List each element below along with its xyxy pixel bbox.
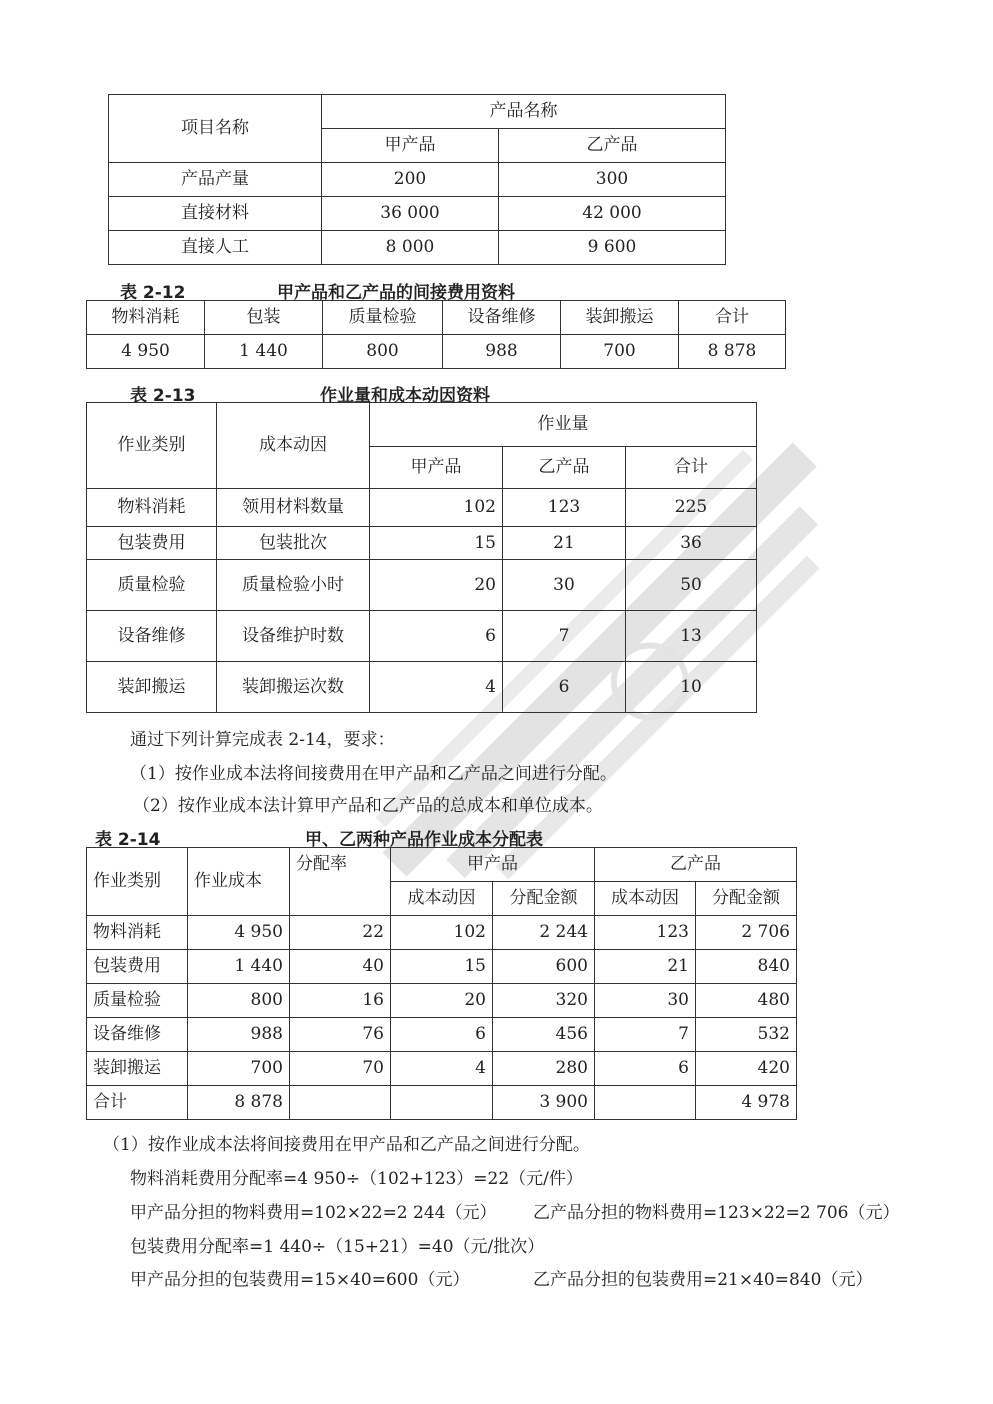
total-cost: 8 878 [188,1086,290,1120]
cell-a: 36 000 [322,197,499,231]
allocation-rate: 16 [290,984,391,1018]
cost-driver: 装卸搬运次数 [217,662,370,713]
activity-type: 质量检验 [87,984,188,1018]
table-row [87,1018,797,1052]
solution-line: 甲产品分担的包装费用=15×40=600（元） [130,1270,470,1290]
value-maintenance: 988 [443,335,561,369]
allocation-rate: 70 [290,1052,391,1086]
value-quality: 800 [323,335,443,369]
solution-heading: （1）按作业成本法将间接费用在甲产品和乙产品之间进行分配。 [103,1135,590,1155]
cell-a: 200 [322,163,499,197]
header-product-name: 产品名称 [322,95,726,129]
table-caption-title: 甲产品和乙产品的间接费用资料 [277,283,515,303]
b-driver: 6 [595,1052,696,1086]
volume-b: 21 [503,527,626,560]
a-driver: 102 [391,916,493,950]
total-b-amount: 4 978 [696,1086,797,1120]
table-row [87,662,757,713]
volume-a: 4 [370,662,503,713]
table-caption-number: 表 2-14 [95,830,161,850]
volume-total: 10 [626,662,757,713]
activity-type: 装卸搬运 [87,662,217,713]
cell-a: 8 000 [322,231,499,265]
volume-b: 123 [503,489,626,527]
activity-type: 设备维修 [87,1018,188,1052]
activity-type: 质量检验 [87,560,217,611]
solution-line: 包装费用分配率=1 440÷（15+21）=40（元/批次） [130,1237,545,1257]
cell-b: 9 600 [499,231,726,265]
volume-total: 225 [626,489,757,527]
b-amount: 420 [696,1052,797,1086]
table-row [109,231,726,265]
header-cost-driver: 成本动因 [217,403,370,489]
a-amount: 600 [493,950,595,984]
total-b-driver-empty [595,1086,696,1120]
total-label: 合计 [87,1086,188,1120]
activity-cost: 4 950 [188,916,290,950]
header-a-amount: 分配金额 [493,882,595,916]
header-product-a: 甲产品 [370,447,503,489]
header-b-amount: 分配金额 [696,882,797,916]
volume-total: 13 [626,611,757,662]
header-packaging: 包装 [205,301,323,335]
table-row [87,984,797,1018]
a-driver: 20 [391,984,493,1018]
cost-driver: 设备维护时数 [217,611,370,662]
value-total: 8 878 [679,335,786,369]
header-product-a: 甲产品 [391,848,595,882]
header-product-b: 乙产品 [595,848,797,882]
cost-driver: 质量检验小时 [217,560,370,611]
volume-a: 15 [370,527,503,560]
header-a-driver: 成本动因 [391,882,493,916]
row-label: 产品产量 [109,163,322,197]
solution-line: 物料消耗费用分配率=4 950÷（102+123）=22（元/件） [130,1169,583,1189]
a-driver: 15 [391,950,493,984]
allocation-rate: 40 [290,950,391,984]
volume-a: 6 [370,611,503,662]
total-a-driver-empty [391,1086,493,1120]
b-amount: 840 [696,950,797,984]
b-driver: 123 [595,916,696,950]
b-driver: 21 [595,950,696,984]
value-handling: 700 [561,335,679,369]
volume-a: 102 [370,489,503,527]
header-quality: 质量检验 [323,301,443,335]
header-product-b: 乙产品 [499,129,726,163]
volume-b: 30 [503,560,626,611]
volume-b: 7 [503,611,626,662]
cell-b: 42 000 [499,197,726,231]
activity-type: 包装费用 [87,527,217,560]
header-total: 合计 [679,301,786,335]
activity-cost: 800 [188,984,290,1018]
activity-type: 包装费用 [87,950,188,984]
product-data-table [108,94,726,265]
allocation-rate: 76 [290,1018,391,1052]
activity-cost-allocation-table [86,847,797,1120]
table-row [87,916,797,950]
cell-b: 300 [499,163,726,197]
table-total-row [87,1086,797,1120]
allocation-rate: 22 [290,916,391,950]
table-row [87,527,757,560]
b-amount: 480 [696,984,797,1018]
activity-type: 装卸搬运 [87,1052,188,1086]
activity-cost: 988 [188,1018,290,1052]
table-caption-title: 甲、乙两种产品作业成本分配表 [305,830,543,850]
requirement-2: （2）按作业成本法计算甲产品和乙产品的总成本和单位成本。 [133,796,603,816]
solution-line: 乙产品分担的物料费用=123×22=2 706（元） [533,1203,900,1223]
row-label: 直接材料 [109,197,322,231]
table-caption-title: 作业量和成本动因资料 [320,386,490,406]
cost-driver: 领用材料数量 [217,489,370,527]
table-caption-number: 表 2-12 [120,283,186,303]
row-label: 直接人工 [109,231,322,265]
header-activity-volume: 作业量 [370,403,757,447]
table-row [87,611,757,662]
table-row [87,335,786,369]
b-amount: 532 [696,1018,797,1052]
b-driver: 7 [595,1018,696,1052]
header-activity-cost: 作业成本 [188,848,290,916]
a-amount: 280 [493,1052,595,1086]
volume-b: 6 [503,662,626,713]
activity-type: 设备维修 [87,611,217,662]
activity-type: 物料消耗 [87,916,188,950]
value-material: 4 950 [87,335,205,369]
activity-driver-table [86,402,757,713]
total-rate-empty [290,1086,391,1120]
indirect-cost-table [86,300,786,369]
header-product-a: 甲产品 [322,129,499,163]
header-product-b: 乙产品 [503,447,626,489]
cost-driver: 包装批次 [217,527,370,560]
b-amount: 2 706 [696,916,797,950]
a-amount: 456 [493,1018,595,1052]
header-b-driver: 成本动因 [595,882,696,916]
header-total: 合计 [626,447,757,489]
header-handling: 装卸搬运 [561,301,679,335]
requirements-intro: 通过下列计算完成表 2-14，要求： [130,730,395,750]
total-a-amount: 3 900 [493,1086,595,1120]
a-driver: 4 [391,1052,493,1086]
activity-type: 物料消耗 [87,489,217,527]
solution-line: 甲产品分担的物料费用=102×22=2 244（元） [130,1203,497,1223]
a-amount: 2 244 [493,916,595,950]
table-caption-number: 表 2-13 [130,386,196,406]
solution-line: 乙产品分担的包装费用=21×40=840（元） [533,1270,873,1290]
table-row [109,197,726,231]
header-material: 物料消耗 [87,301,205,335]
table-row [87,489,757,527]
volume-total: 50 [626,560,757,611]
table-row [87,560,757,611]
activity-cost: 1 440 [188,950,290,984]
volume-total: 36 [626,527,757,560]
requirement-1: （1）按作业成本法将间接费用在甲产品和乙产品之间进行分配。 [130,764,617,784]
volume-a: 20 [370,560,503,611]
a-amount: 320 [493,984,595,1018]
table-row [109,163,726,197]
value-packaging: 1 440 [205,335,323,369]
b-driver: 30 [595,984,696,1018]
header-item-name: 项目名称 [109,95,322,163]
a-driver: 6 [391,1018,493,1052]
table-row [87,950,797,984]
header-maintenance: 设备维修 [443,301,561,335]
activity-cost: 700 [188,1052,290,1086]
header-activity-type: 作业类别 [87,848,188,916]
header-activity-type: 作业类别 [87,403,217,489]
header-allocation-rate: 分配率 [290,848,391,916]
table-row [87,1052,797,1086]
